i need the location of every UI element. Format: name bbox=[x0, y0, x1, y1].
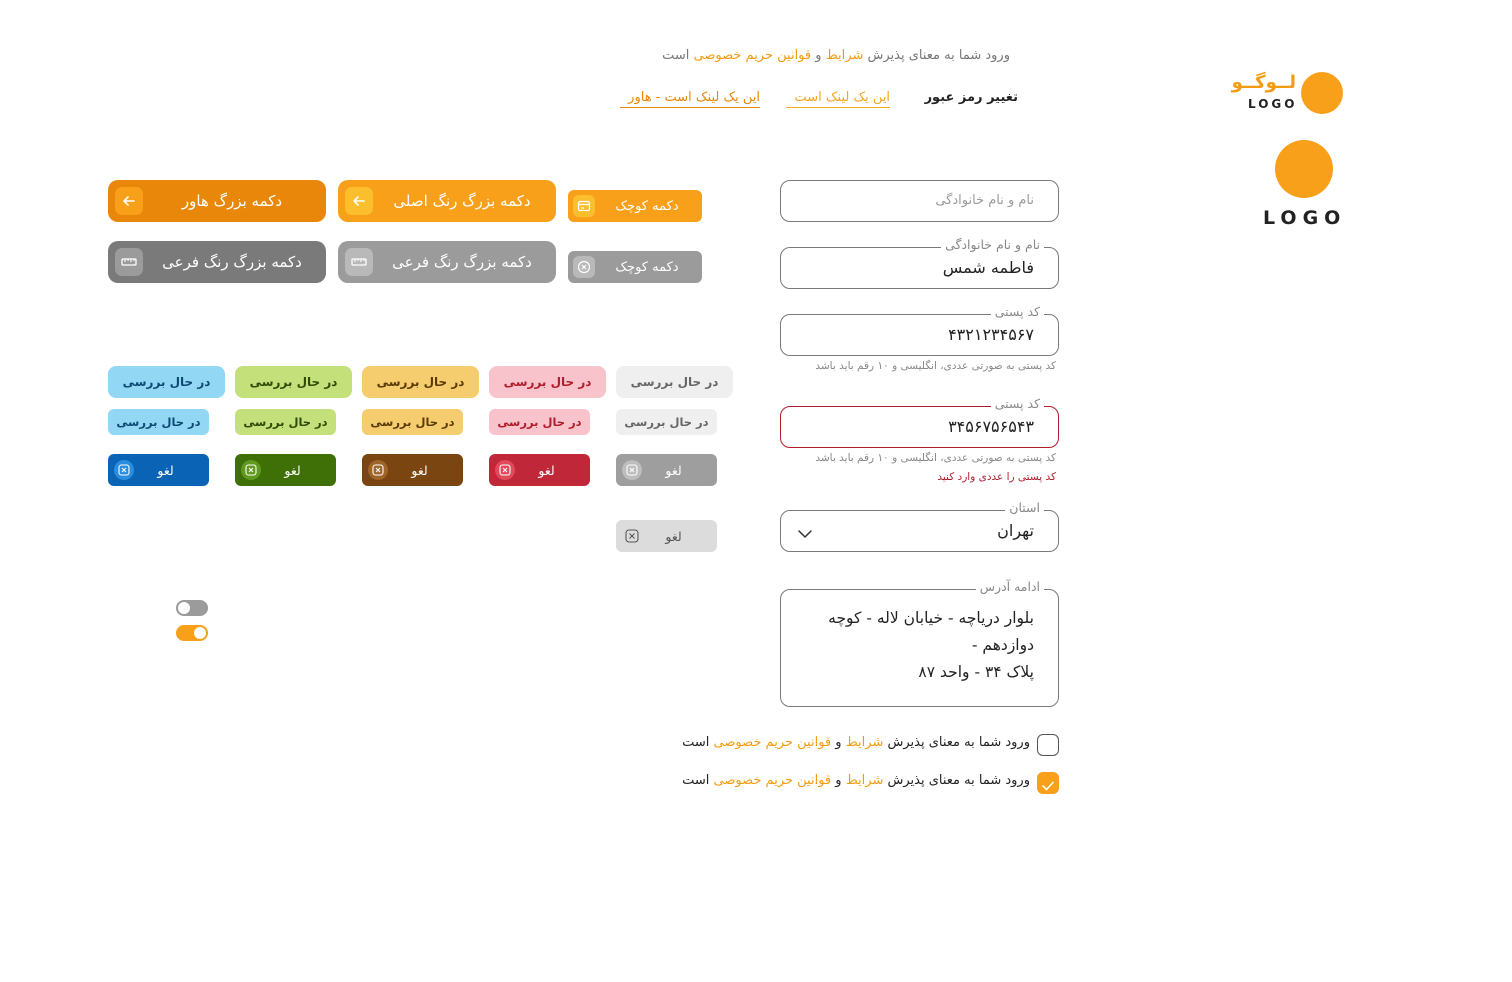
toggle-on[interactable] bbox=[176, 625, 208, 641]
province-value: تهران bbox=[997, 521, 1034, 540]
change-password-link[interactable]: تغییر رمز عبور bbox=[924, 90, 1018, 105]
terms-notice: ورود شما به معنای پذیرش شرایط و قوانین حریم خصوصی است bbox=[662, 48, 1010, 63]
sample-link[interactable]: این یک لینک است bbox=[786, 90, 890, 108]
cancel-button-green[interactable]: لغو bbox=[235, 454, 336, 486]
card-icon bbox=[573, 195, 595, 217]
logo-large-en: LOGO bbox=[1263, 207, 1347, 229]
large-secondary-hover-button[interactable]: دکمه بزرگ رنگ فرعی bbox=[108, 241, 326, 283]
address-label: ادامه آدرس bbox=[976, 579, 1044, 594]
large-hover-button[interactable]: دکمه بزرگ هاور bbox=[108, 180, 326, 222]
ruler-icon bbox=[115, 248, 143, 276]
terms-checkbox-unchecked[interactable] bbox=[1037, 734, 1059, 756]
name-input-filled[interactable] bbox=[780, 237, 1059, 289]
close-square-icon bbox=[573, 256, 595, 278]
status-chip-red-small: در حال بررسی bbox=[489, 409, 590, 435]
arrow-left-icon bbox=[345, 187, 373, 215]
address-value: بلوار دریاچه - خیابان لاله - کوچه دوازدهم - پلاک ۳۴ - واحد ۸۷ bbox=[828, 609, 1034, 681]
privacy-link[interactable]: قوانین حریم خصوصی bbox=[713, 735, 832, 750]
province-label: استان bbox=[1005, 500, 1044, 515]
status-chip-yellow: در حال بررسی bbox=[362, 366, 479, 398]
toggle-knob bbox=[178, 602, 190, 614]
name-value: فاطمه شمس bbox=[942, 258, 1034, 277]
logo-small-mark bbox=[1301, 72, 1343, 114]
status-chip-green-small: در حال بررسی bbox=[235, 409, 336, 435]
logo-large-mark bbox=[1275, 140, 1333, 198]
close-circle-icon bbox=[622, 460, 642, 480]
status-chip-blue-small: در حال بررسی bbox=[108, 409, 209, 435]
status-chip-blue: در حال بررسی bbox=[108, 366, 225, 398]
checkbox-label: ورود شما به معنای پذیرش شرایط و قوانین حریم خصوصی است bbox=[682, 773, 1030, 788]
logo-small-fa: لــوگــو bbox=[1231, 72, 1296, 93]
privacy-link[interactable]: قوانین حریم خصوصی bbox=[693, 48, 812, 63]
postal-hint: کد پستی به صورتی عددی، انگلیسی و ۱۰ رقم باید باشد bbox=[815, 360, 1056, 372]
terms-link[interactable]: شرایط bbox=[845, 735, 884, 750]
check-icon bbox=[1041, 777, 1055, 796]
terms-checkbox-checked[interactable] bbox=[1037, 772, 1059, 794]
toggle-off[interactable] bbox=[176, 600, 208, 616]
checkbox-label: ورود شما به معنای پذیرش شرایط و قوانین حریم خصوصی است bbox=[682, 735, 1030, 750]
postal-label: کد پستی bbox=[991, 304, 1044, 319]
terms-link[interactable]: شرایط bbox=[825, 48, 864, 63]
large-secondary-button[interactable]: دکمه بزرگ رنگ فرعی bbox=[338, 241, 556, 283]
postal-hint: کد پستی به صورتی عددی، انگلیسی و ۱۰ رقم باید باشد bbox=[815, 452, 1056, 464]
address-textarea[interactable] bbox=[780, 579, 1059, 707]
name-input-empty[interactable] bbox=[780, 180, 1059, 222]
sample-link-hover[interactable]: این یک لینک است - هاور bbox=[620, 90, 760, 108]
name-placeholder: نام و نام خانوادگی bbox=[935, 193, 1034, 208]
province-select[interactable] bbox=[780, 500, 1059, 552]
terms-link[interactable]: شرایط bbox=[845, 773, 884, 788]
postal-input-error[interactable] bbox=[780, 396, 1059, 448]
name-label: نام و نام خانوادگی bbox=[941, 237, 1044, 252]
small-secondary-button[interactable]: دکمه کوچک bbox=[568, 251, 702, 283]
postal-input[interactable] bbox=[780, 304, 1059, 356]
cancel-button-red[interactable]: لغو bbox=[489, 454, 590, 486]
cancel-button-gray[interactable]: لغو bbox=[616, 454, 717, 486]
cancel-button-disabled[interactable]: لغو bbox=[616, 520, 717, 552]
status-chip-red: در حال بررسی bbox=[489, 366, 606, 398]
status-chip-gray: در حال بررسی bbox=[616, 366, 733, 398]
close-circle-icon bbox=[495, 460, 515, 480]
postal-label: کد پستی bbox=[991, 396, 1044, 411]
toggle-knob bbox=[194, 627, 206, 639]
privacy-link[interactable]: قوانین حریم خصوصی bbox=[713, 773, 832, 788]
close-circle-icon bbox=[241, 460, 261, 480]
small-primary-button[interactable]: دکمه کوچک bbox=[568, 190, 702, 222]
status-chip-green: در حال بررسی bbox=[235, 366, 352, 398]
logo-small-en: LOGO bbox=[1248, 97, 1298, 111]
cancel-button-brown[interactable]: لغو bbox=[362, 454, 463, 486]
close-circle-icon bbox=[622, 526, 642, 546]
status-chip-gray-small: در حال بررسی bbox=[616, 409, 717, 435]
postal-value: ۴۳۲۱۲۳۴۵۶۷ bbox=[948, 325, 1034, 344]
status-chip-yellow-small: در حال بررسی bbox=[362, 409, 463, 435]
postal-error-message: کد پستی را عددی وارد کنید bbox=[937, 471, 1056, 483]
cancel-button-blue[interactable]: لغو bbox=[108, 454, 209, 486]
large-primary-button[interactable]: دکمه بزرگ رنگ اصلی bbox=[338, 180, 556, 222]
arrow-left-icon bbox=[115, 187, 143, 215]
close-circle-icon bbox=[114, 460, 134, 480]
postal-value-error: ۳۴۵۶۷۵۶۵۴۳ bbox=[948, 417, 1034, 436]
ruler-icon bbox=[345, 248, 373, 276]
chevron-down-icon bbox=[797, 525, 813, 544]
close-circle-icon bbox=[368, 460, 388, 480]
